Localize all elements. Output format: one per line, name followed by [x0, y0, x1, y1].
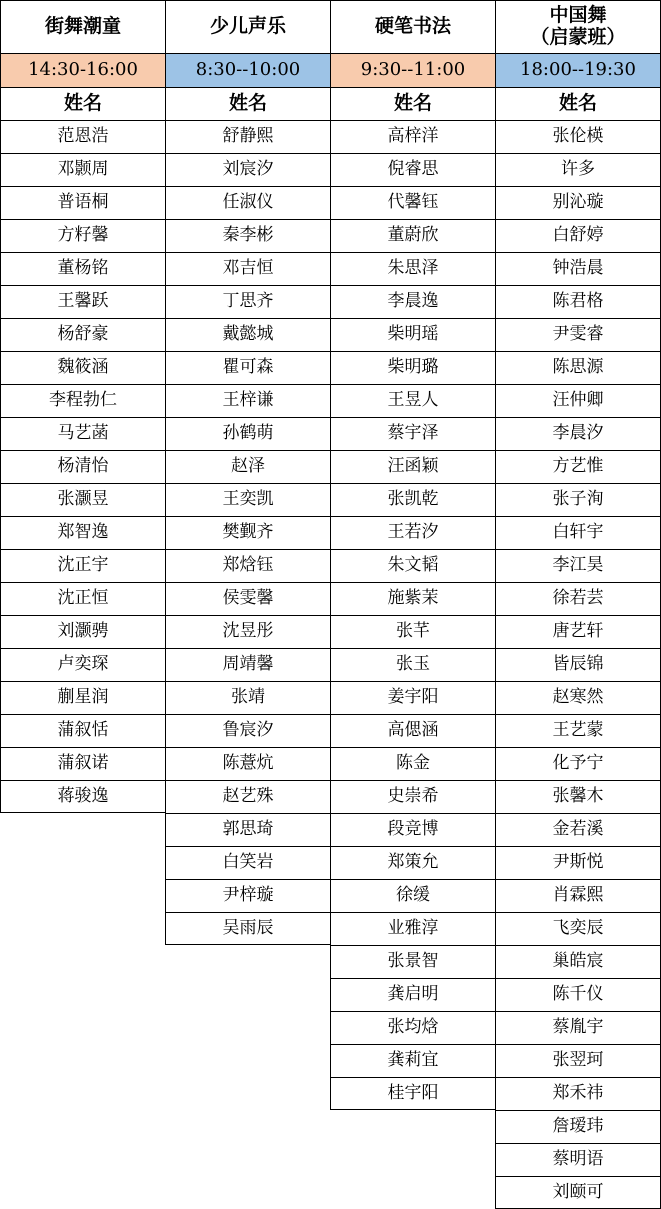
- student-name: 刘宸汐: [165, 153, 330, 186]
- student-name: 詹瑷玮: [495, 1110, 661, 1143]
- student-name: 徐若芸: [495, 582, 661, 615]
- student-name: 桂宇阳: [330, 1077, 495, 1110]
- student-name: 郑智逸: [0, 516, 165, 549]
- student-name: 钟浩晨: [495, 252, 661, 285]
- student-name: 巢皓宸: [495, 945, 661, 978]
- student-name: 尹梓璇: [165, 879, 330, 912]
- student-name: 郑策允: [330, 846, 495, 879]
- time-slot: 9:30--11:00: [330, 53, 495, 87]
- student-name: 张翌珂: [495, 1044, 661, 1077]
- student-name: 汪仲卿: [495, 384, 661, 417]
- student-name: 张凯乾: [330, 483, 495, 516]
- student-name: 邓颢周: [0, 153, 165, 186]
- student-name: 代馨钰: [330, 186, 495, 219]
- student-name: 魏筱涵: [0, 351, 165, 384]
- student-name: 张伦楧: [495, 120, 661, 153]
- student-name: 任淑仪: [165, 186, 330, 219]
- student-name: 邓吉恒: [165, 252, 330, 285]
- student-name: 蒋骏逸: [0, 780, 165, 813]
- student-name: 蒲叙恬: [0, 714, 165, 747]
- student-name: 倪睿思: [330, 153, 495, 186]
- student-name: 吴雨辰: [165, 912, 330, 945]
- student-name: 秦李彬: [165, 219, 330, 252]
- student-name: 赵泽: [165, 450, 330, 483]
- student-name: 普语桐: [0, 186, 165, 219]
- time-slot: 14:30-16:00: [0, 53, 165, 87]
- name-header: 姓名: [0, 87, 165, 120]
- student-name: 刘灏骋: [0, 615, 165, 648]
- column-title: 街舞潮童: [0, 0, 165, 53]
- student-name: 别沁璇: [495, 186, 661, 219]
- student-name: 金若溪: [495, 813, 661, 846]
- student-name: 蒯星润: [0, 681, 165, 714]
- student-name: 白舒婷: [495, 219, 661, 252]
- student-name: 王昱人: [330, 384, 495, 417]
- student-name: 赵艺殊: [165, 780, 330, 813]
- student-name: 张玉: [330, 648, 495, 681]
- column-title: 少儿声乐: [165, 0, 330, 53]
- student-name: 高梓洋: [330, 120, 495, 153]
- student-name: 施紫茉: [330, 582, 495, 615]
- student-name: 龚启明: [330, 978, 495, 1011]
- student-name: 郑禾祎: [495, 1077, 661, 1110]
- student-name: 董蔚欣: [330, 219, 495, 252]
- student-name: 张景智: [330, 945, 495, 978]
- student-name: 孙鹤萌: [165, 417, 330, 450]
- student-name: 范恩浩: [0, 120, 165, 153]
- student-name: 李程勃仁: [0, 384, 165, 417]
- student-name: 肖霖熙: [495, 879, 661, 912]
- student-name: 朱文韬: [330, 549, 495, 582]
- student-name: 沈昱彤: [165, 615, 330, 648]
- student-name: 高偲涵: [330, 714, 495, 747]
- time-slot: 18:00--19:30: [495, 53, 661, 87]
- student-name: 张均焓: [330, 1011, 495, 1044]
- student-name: 飞奕辰: [495, 912, 661, 945]
- student-name: 尹斯悦: [495, 846, 661, 879]
- student-name: 李晨汐: [495, 417, 661, 450]
- student-name: 王艺蒙: [495, 714, 661, 747]
- student-name: 史崇希: [330, 780, 495, 813]
- student-name: 蔡宇泽: [330, 417, 495, 450]
- student-name: 张馨木: [495, 780, 661, 813]
- student-name: 陈薏炕: [165, 747, 330, 780]
- student-name: 杨舒豪: [0, 318, 165, 351]
- student-name: 许多: [495, 153, 661, 186]
- student-name: 蔡明语: [495, 1143, 661, 1176]
- student-name: 李晨逸: [330, 285, 495, 318]
- student-name: 张靖: [165, 681, 330, 714]
- student-name: 刘颐可: [495, 1176, 661, 1209]
- student-name: 龚莉宜: [330, 1044, 495, 1077]
- student-name: 白轩宇: [495, 516, 661, 549]
- student-name: 张子洵: [495, 483, 661, 516]
- student-name: 侯雯馨: [165, 582, 330, 615]
- student-name: 舒静熙: [165, 120, 330, 153]
- student-name: 王奕凯: [165, 483, 330, 516]
- student-name: 徐缓: [330, 879, 495, 912]
- student-name: 尹雯睿: [495, 318, 661, 351]
- student-name: 业雅淳: [330, 912, 495, 945]
- student-name: 赵寒然: [495, 681, 661, 714]
- student-name: 鲁宸汐: [165, 714, 330, 747]
- student-name: 沈正恒: [0, 582, 165, 615]
- student-name: 朱思泽: [330, 252, 495, 285]
- student-name: 方籽馨: [0, 219, 165, 252]
- student-name: 郭思琦: [165, 813, 330, 846]
- student-name: 方艺惟: [495, 450, 661, 483]
- student-name: 白笑岩: [165, 846, 330, 879]
- student-name: 汪函颖: [330, 450, 495, 483]
- student-name: 王梓谦: [165, 384, 330, 417]
- student-name: 柴明瑶: [330, 318, 495, 351]
- name-header: 姓名: [165, 87, 330, 120]
- student-name: 瞿可森: [165, 351, 330, 384]
- student-name: 周靖馨: [165, 648, 330, 681]
- student-name: 杨清怡: [0, 450, 165, 483]
- student-name: 蔡胤宇: [495, 1011, 661, 1044]
- student-name: 段竞博: [330, 813, 495, 846]
- name-header: 姓名: [330, 87, 495, 120]
- student-name: 戴懿城: [165, 318, 330, 351]
- student-name: 丁思齐: [165, 285, 330, 318]
- student-name: 李江昊: [495, 549, 661, 582]
- student-name: 沈正宇: [0, 549, 165, 582]
- student-name: 卢奕琛: [0, 648, 165, 681]
- student-name: 陈金: [330, 747, 495, 780]
- student-name: 蒲叙诺: [0, 747, 165, 780]
- student-name: 唐艺轩: [495, 615, 661, 648]
- student-name: 陈思源: [495, 351, 661, 384]
- student-name: 皆辰锦: [495, 648, 661, 681]
- student-name: 陈君格: [495, 285, 661, 318]
- student-name: 董杨铭: [0, 252, 165, 285]
- student-name: 化予宁: [495, 747, 661, 780]
- column-title: 中国舞 （启蒙班）: [495, 0, 661, 53]
- name-header: 姓名: [495, 87, 661, 120]
- student-name: 张灏昱: [0, 483, 165, 516]
- student-name: 陈千仪: [495, 978, 661, 1011]
- student-name: 马艺菡: [0, 417, 165, 450]
- student-name: 王馨跃: [0, 285, 165, 318]
- column-title: 硬笔书法: [330, 0, 495, 53]
- student-name: 樊觐齐: [165, 516, 330, 549]
- time-slot: 8:30--10:00: [165, 53, 330, 87]
- student-name: 王若汐: [330, 516, 495, 549]
- student-name: 张芊: [330, 615, 495, 648]
- student-name: 郑焓钰: [165, 549, 330, 582]
- student-name: 柴明璐: [330, 351, 495, 384]
- student-name: 姜宇阳: [330, 681, 495, 714]
